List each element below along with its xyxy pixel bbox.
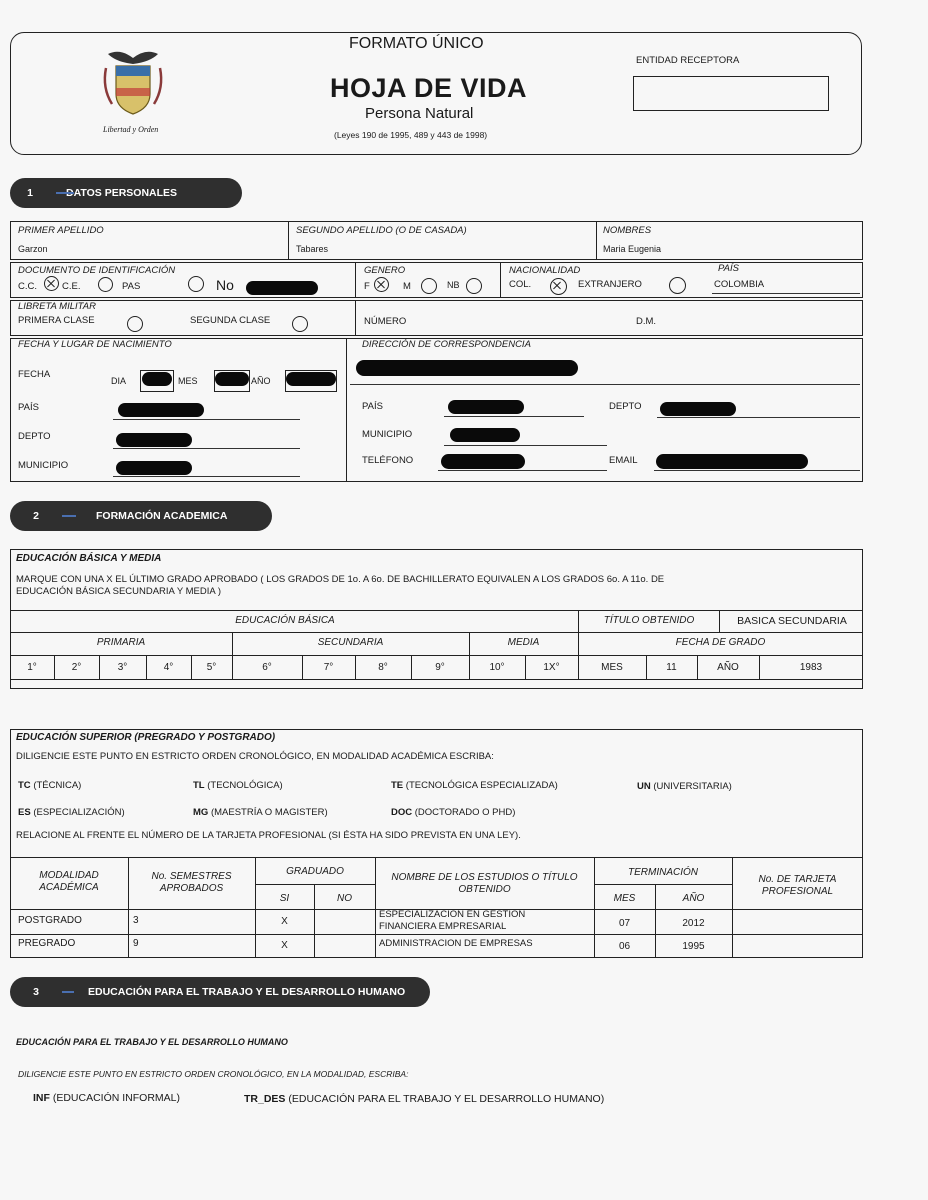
- birth-depto-redacted: [116, 433, 192, 447]
- col-tarjeta: No. DE TARJETA: [758, 874, 837, 885]
- laws-note: (Leyes 190 de 1995, 489 y 443 de 1998): [334, 130, 488, 140]
- row2-mes[interactable]: 06: [618, 941, 631, 952]
- section-3-number: 3: [33, 986, 39, 998]
- col-nombre: NOMBRE DE LOS ESTUDIOS O TÍTULO: [391, 872, 578, 883]
- title-obtained-value[interactable]: BASICA SECUNDARIA: [737, 615, 847, 627]
- higher-instr: DILIGENCIE ESTE PUNTO EN ESTRICTO ORDEN CRONOLÓGICO, EN MODALIDAD ACADÉMICA ESCRIBA:: [16, 751, 494, 762]
- section-3-subtitle: EDUCACIÓN PARA EL TRABAJO Y EL DESARROLLO HUMANO: [16, 1037, 288, 1047]
- country-label: PAÍS: [718, 263, 739, 274]
- gender-nb-label: NB: [447, 280, 460, 290]
- second-class-label: SEGUNDA CLASE: [190, 315, 271, 326]
- basic-instr-2: EDUCACIÓN BÁSICA SECUNDARIA Y MEDIA ): [16, 586, 222, 597]
- id-cc-checked-icon[interactable]: [44, 276, 59, 291]
- grade-5[interactable]: 5°: [206, 662, 217, 673]
- grade-2[interactable]: 2°: [71, 662, 82, 673]
- gender-m-label: M: [403, 281, 411, 292]
- col-semestres-2: APROBADOS: [159, 883, 224, 894]
- grade-3[interactable]: 3°: [117, 662, 128, 673]
- basic-instr: MARQUE CON UNA X EL ÚLTIMO GRADO APROBADO ( LOS GRADOS DE 1o. A 6o. DE BACHILLERATO EQUIVALEN A LOS GRADOS 6o. A 11o. DE: [16, 574, 665, 585]
- format-title: FORMATO ÚNICO: [349, 35, 484, 52]
- secundaria-label: SECUNDARIA: [317, 637, 384, 648]
- nat-col-checked-icon[interactable]: [550, 278, 567, 295]
- birth-depto-label: DEPTO: [18, 431, 51, 442]
- tl-line: TL (TECNOLÓGICA): [193, 780, 283, 791]
- doc-line: DOC (DOCTORADO O PHD): [391, 807, 516, 818]
- col-tarjeta-2: PROFESIONAL: [761, 886, 834, 897]
- first-surname-label: PRIMER APELLIDO: [18, 225, 104, 236]
- row1-mes[interactable]: 07: [618, 918, 631, 929]
- col-modalidad-2: ACADÉMICA: [39, 882, 99, 893]
- gender-label: GENERO: [364, 265, 406, 276]
- id-cc-label: C.C.: [18, 281, 37, 292]
- names-value[interactable]: Maria Eugenia: [603, 244, 662, 254]
- grad-month-value[interactable]: 11: [666, 662, 677, 673]
- addr-country-label: PAÍS: [362, 401, 383, 412]
- number-label: NÚMERO: [364, 316, 407, 327]
- birth-municipio-redacted: [116, 461, 192, 475]
- row2-anio[interactable]: 1995: [682, 941, 705, 952]
- birth-country-label: PAÍS: [18, 402, 39, 413]
- nat-col-label: COL.: [509, 279, 532, 290]
- country-value[interactable]: COLOMBIA: [714, 279, 765, 290]
- row2-si[interactable]: X: [281, 940, 288, 951]
- subtitle: Persona Natural: [365, 105, 474, 122]
- higher-title: EDUCACIÓN SUPERIOR (PREGRADO Y POSTGRADO): [16, 732, 276, 743]
- row1-nombre[interactable]: ESPECIALIZACION EN GESTION: [379, 909, 526, 920]
- addr-municipio-label: MUNICIPIO: [362, 429, 413, 440]
- media-label: MEDIA: [507, 637, 540, 648]
- first-class-label: PRIMERA CLASE: [18, 315, 95, 326]
- birth-country-redacted: [118, 403, 204, 417]
- grade-11[interactable]: 1X°: [543, 662, 560, 673]
- grade-1[interactable]: 1°: [27, 662, 37, 673]
- grad-year-value[interactable]: 1983: [799, 662, 823, 673]
- row1-nombre-2[interactable]: FINANCIERA EMPRESARIAL: [379, 921, 507, 932]
- address-redacted: [356, 360, 578, 376]
- coat-of-arms-logo: [98, 48, 168, 128]
- relate-text: RELACIONE AL FRENTE EL NÚMERO DE LA TARJETA PROFESIONAL (SI ÉSTA HA SIDO PREVISTA EN UNA LEY).: [16, 830, 521, 841]
- day-redacted: [142, 372, 172, 386]
- receiver-field[interactable]: [633, 76, 829, 111]
- gender-f-label: F: [364, 281, 370, 292]
- grade-9[interactable]: 9°: [435, 662, 445, 673]
- main-title: HOJA DE VIDA: [330, 73, 528, 103]
- addr-depto-label: DEPTO: [609, 401, 642, 412]
- second-class-radio-icon[interactable]: [292, 316, 308, 332]
- year-label: AÑO: [251, 376, 271, 386]
- phone-redacted: [441, 454, 525, 469]
- inf-line: INF (EDUCACIÓN INFORMAL): [33, 1092, 181, 1104]
- addr-country-redacted: [448, 400, 524, 414]
- section-3-title: EDUCACIÓN PARA EL TRABAJO Y EL DESARROLLO HUMANO: [88, 986, 406, 998]
- row2-nombre[interactable]: ADMINISTRACION DE EMPRESAS: [379, 938, 533, 949]
- month-label: MES: [178, 376, 198, 386]
- day-label: DIA: [111, 376, 127, 386]
- gender-m-radio-icon[interactable]: [421, 278, 437, 294]
- address-label: DIRECCIÓN DE CORRESPONDENCIA: [362, 339, 531, 350]
- id-ce-radio-icon[interactable]: [98, 277, 113, 292]
- section-3-connector: [62, 991, 74, 993]
- id-no-label: No: [216, 277, 234, 293]
- grade-8[interactable]: 8°: [378, 662, 388, 673]
- id-number-redacted: [246, 281, 318, 295]
- grade-7[interactable]: 7°: [323, 662, 334, 673]
- grade-10[interactable]: 10°: [489, 662, 505, 673]
- grade-6[interactable]: 6°: [262, 662, 272, 673]
- month-redacted: [215, 372, 249, 386]
- col-semestres: No. SEMESTRES: [151, 871, 232, 882]
- date-label: FECHA: [18, 369, 51, 380]
- section-1-connector: [56, 192, 74, 194]
- section-2-number: 2: [33, 510, 39, 522]
- col-si: SI: [279, 893, 290, 904]
- phone-label: TELÉFONO: [362, 455, 414, 466]
- dm-label: D.M.: [636, 316, 657, 327]
- col-modalidad: MODALIDAD: [39, 870, 99, 881]
- birth-label: FECHA Y LUGAR DE NACIMIENTO: [18, 339, 172, 350]
- section-1-number: 1: [27, 187, 33, 199]
- mg-line: MG (MAESTRÍA O MAGISTER): [193, 807, 328, 818]
- row1-modalidad[interactable]: POSTGRADO: [18, 915, 82, 926]
- nat-ext-label: EXTRANJERO: [578, 279, 642, 290]
- grad-year-label: AÑO: [717, 662, 739, 673]
- grad-month-label: MES: [601, 662, 623, 673]
- military-label: LIBRETA MILITAR: [18, 301, 96, 312]
- section-2-connector: [62, 515, 76, 517]
- first-surname-value[interactable]: Garzon: [18, 244, 48, 254]
- col-anio: AÑO: [682, 893, 705, 904]
- row1-si[interactable]: X: [281, 916, 288, 927]
- gender-f-checked-icon[interactable]: [374, 277, 389, 292]
- section-1-title: DATOS PERSONALES: [66, 187, 178, 199]
- second-surname-value[interactable]: Tabares: [296, 244, 329, 254]
- trdes-line: TR_DES (EDUCACIÓN PARA EL TRABAJO Y EL DESARROLLO HUMANO): [244, 1093, 605, 1105]
- names-label: NOMBRES: [603, 225, 652, 236]
- row1-semestres[interactable]: 3: [133, 915, 139, 926]
- id-label: DOCUMENTO DE IDENTIFICACIÓN: [18, 265, 176, 276]
- email-redacted: [656, 454, 808, 469]
- id-pas-radio-icon[interactable]: [188, 276, 204, 292]
- col-graduado: GRADUADO: [286, 866, 344, 877]
- receiver-label: ENTIDAD RECEPTORA: [636, 55, 740, 66]
- row2-semestres[interactable]: 9: [133, 938, 139, 949]
- te-line: TE (TECNOLÓGICA ESPECIALIZADA): [391, 780, 558, 791]
- first-class-radio-icon[interactable]: [127, 316, 143, 332]
- col-no: NO: [337, 893, 352, 904]
- col-mes: MES: [613, 893, 636, 904]
- col-terminacion: TERMINACIÓN: [628, 867, 698, 878]
- section-3-instr: DILIGENCIE ESTE PUNTO EN ESTRICTO ORDEN CRONOLÓGICO, EN LA MODALIDAD, ESCRIBA:: [18, 1069, 409, 1079]
- row1-anio[interactable]: 2012: [682, 918, 705, 929]
- email-label: EMAIL: [609, 455, 638, 466]
- addr-municipio-redacted: [450, 428, 520, 442]
- birth-municipio-label: MUNICIPIO: [18, 460, 69, 471]
- section-1-header: [10, 178, 242, 208]
- year-redacted: [286, 372, 336, 386]
- grad-date-label: FECHA DE GRADO: [675, 637, 766, 648]
- gender-nb-radio-icon[interactable]: [466, 278, 482, 294]
- logo-motto: Libertad y Orden: [103, 125, 159, 134]
- section-2-header: [10, 501, 272, 531]
- primaria-label: PRIMARIA: [96, 637, 146, 648]
- grade-4[interactable]: 4°: [163, 662, 174, 673]
- nat-ext-radio-icon[interactable]: [669, 277, 686, 294]
- tc-line: TC (TÉCNICA): [18, 780, 82, 791]
- basic-header: EDUCACIÓN BÁSICA: [235, 615, 335, 626]
- nationality-label: NACIONALIDAD: [509, 265, 581, 276]
- title-obtained-label: TÍTULO OBTENIDO: [603, 615, 695, 626]
- un-line: UN (UNIVERSITARIA): [637, 781, 732, 792]
- row2-modalidad[interactable]: PREGRADO: [18, 938, 76, 949]
- es-line: ES (ESPECIALIZACIÓN): [18, 807, 125, 818]
- section-2-title: FORMACIÓN ACADEMICA: [96, 510, 228, 522]
- basic-title: EDUCACIÓN BÁSICA Y MEDIA: [16, 553, 162, 564]
- addr-depto-redacted: [660, 402, 736, 416]
- id-ce-label: C.E.: [62, 281, 81, 292]
- col-nombre-2: OBTENIDO: [458, 884, 511, 895]
- id-pas-label: PAS: [122, 281, 141, 292]
- second-surname-label: SEGUNDO APELLIDO (O DE CASADA): [296, 225, 467, 236]
